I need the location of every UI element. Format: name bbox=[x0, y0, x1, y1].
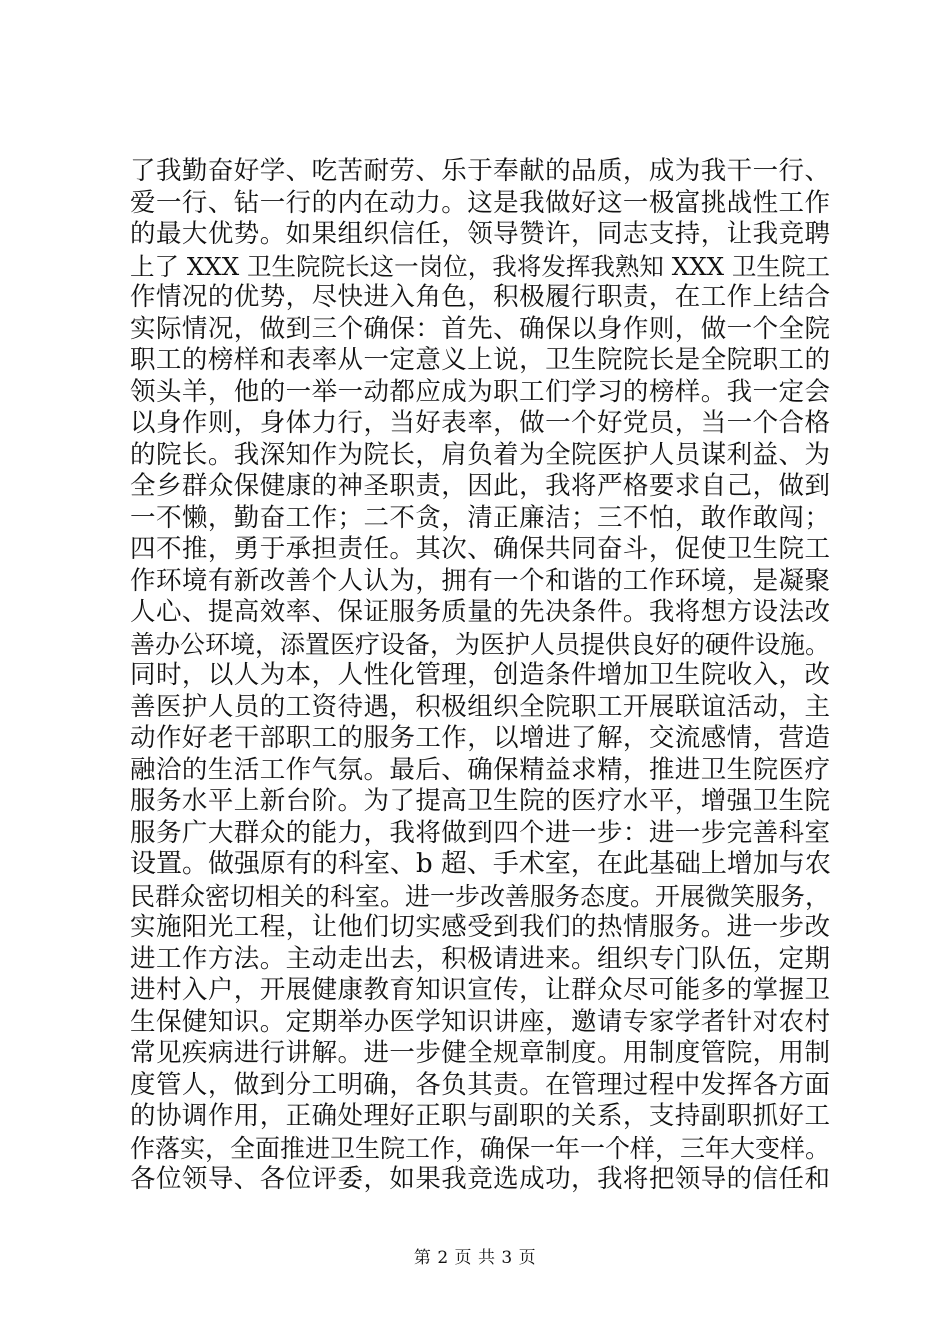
text-line: 以身作则，身体力行，当好表率，做一个好党员，当一个合格 bbox=[130, 408, 830, 438]
text-line: 作落实，全面推进卫生院工作，确保一年一个样，三年大变样。 bbox=[130, 1133, 831, 1163]
text-line: 设置。做强原有的科室、b 超、手术室，在此基础上增加与农 bbox=[130, 849, 831, 879]
text-line: 进村入户，开展健康教育知识宣传，让群众尽可能多的掌握卫 bbox=[130, 975, 830, 1005]
text-line: 动作好老干部职工的服务工作，以增进了解，交流感情，营造 bbox=[130, 723, 830, 753]
text-line: 人心、提高效率、保证服务质量的先决条件。我将想方设法改 bbox=[130, 597, 830, 627]
text-line: 实施阳光工程，让他们切实感受到我们的热情服务。进一步改 bbox=[130, 912, 830, 942]
text-line: 全乡群众保健康的神圣职责，因此，我将严格要求自己，做到 bbox=[130, 471, 830, 501]
text-line: 各位领导、各位评委，如果我竞选成功，我将把领导的信任和 bbox=[130, 1164, 830, 1194]
text-line: 同时，以人为本，人性化管理，创造条件增加卫生院收入，改 bbox=[130, 660, 830, 690]
text-line: 四不推，勇于承担责任。其次、确保共同奋斗，促使卫生院工 bbox=[130, 534, 830, 564]
text-line: 实际情况，做到三个确保：首先、确保以身作则，做一个全院 bbox=[130, 313, 830, 344]
text-line: 的协调作用，正确处理好正职与副职的关系，支持副职抓好工 bbox=[130, 1101, 830, 1131]
text-line: 民群众密切相关的科室。进一步改善服务态度。开展微笑服务， bbox=[130, 881, 831, 911]
text-line: 上了 XXX 卫生院院长这一岗位，我将发挥我熟知 XXX 卫生院工 bbox=[130, 251, 830, 281]
text-line: 一不懒，勤奋工作；二不贪，清正廉洁；三不怕，敢作敢闯； bbox=[130, 502, 830, 533]
text-line: 领头羊，他的一举一动都应成为职工们学习的榜样。我一定会 bbox=[130, 376, 830, 407]
text-line: 善办公环境，添置医疗设备，为医护人员提供良好的硬件设施。 bbox=[130, 629, 831, 659]
text-line: 作环境有新改善个人认为，拥有一个和谐的工作环境，是凝聚 bbox=[130, 565, 830, 596]
text-line: 作情况的优势，尽快进入角色，积极履行职责，在工作上结合 bbox=[130, 282, 830, 312]
text-line: 服务广大群众的能力，我将做到四个进一步：进一步完善科室 bbox=[130, 817, 830, 848]
text-line: 度管人，做到分工明确，各负其责。在管理过程中发挥各方面 bbox=[130, 1069, 830, 1100]
text-line: 的院长。我深知作为院长，肩负着为全院医护人员谋利益、为 bbox=[130, 439, 830, 470]
text-line: 生保健知识。定期举办医学知识讲座，邀请专家学者针对农村 bbox=[130, 1006, 830, 1037]
text-line: 爱一行、钻一行的内在动力。这是我做好这一极富挑战性工作 bbox=[130, 187, 830, 218]
body-paragraph bbox=[130, 156, 830, 1196]
text-line: 融洽的生活工作气氛。最后、确保精益求精，推进卫生院医疗 bbox=[130, 754, 830, 785]
text-line: 进工作方法。主动走出去，积极请进来。组织专门队伍，定期 bbox=[130, 943, 830, 974]
text-line: 善医护人员的工资待遇，积极组织全院职工开展联谊活动，主 bbox=[130, 691, 830, 722]
text-line: 了我勤奋好学、吃苦耐劳、乐于奉献的品质，成为我干一行、 bbox=[130, 156, 830, 186]
text-line: 的最大优势。如果组织信任，领导赞许，同志支持，让我竞聘 bbox=[130, 219, 830, 249]
text-line: 职工的榜样和表率从一定意义上说，卫生院院长是全院职工的 bbox=[130, 345, 830, 375]
page-footer: 第 2 页 共 3 页 bbox=[413, 1248, 537, 1268]
text-line: 服务水平上新台阶。为了提高卫生院的医疗水平，增强卫生院 bbox=[130, 786, 830, 816]
text-line: 常见疾病进行讲解。进一步健全规章制度。用制度管院，用制 bbox=[130, 1038, 830, 1068]
